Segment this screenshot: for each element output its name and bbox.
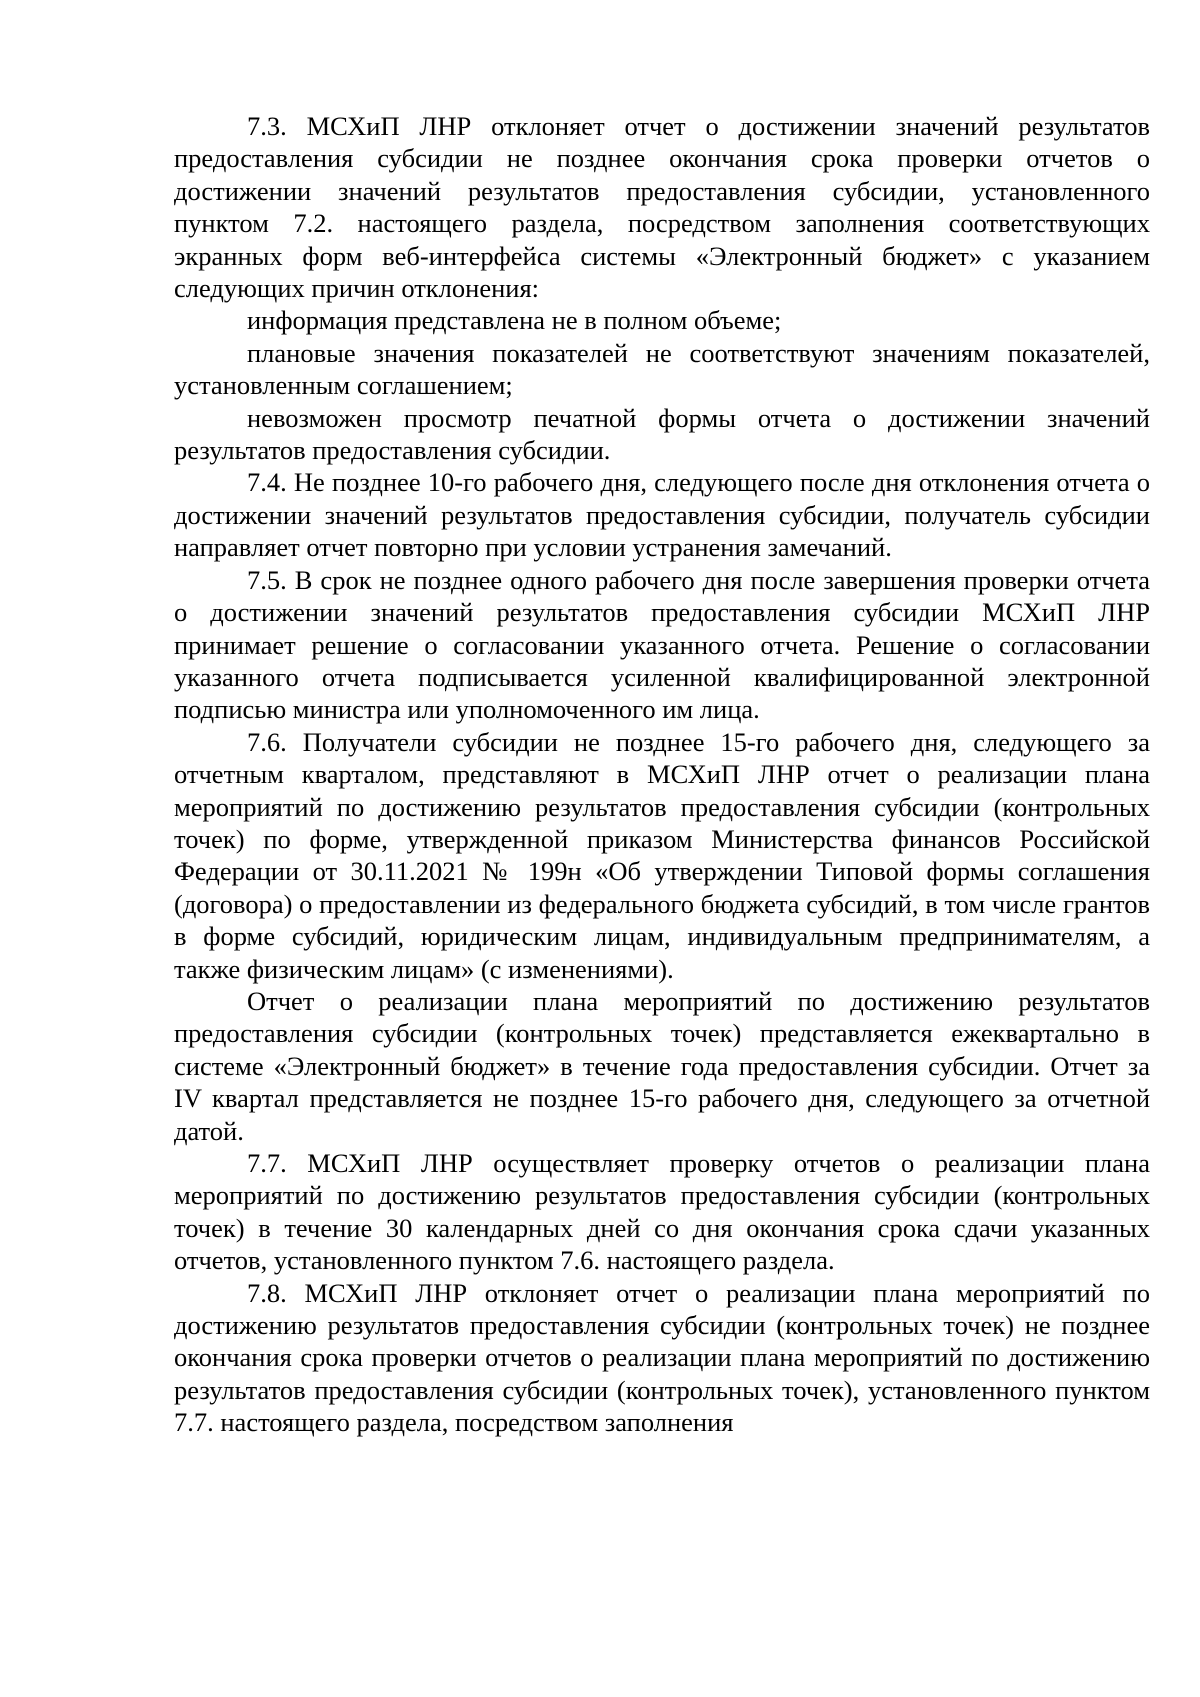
paragraph-reason-no-print-view: невозможен просмотр печатной формы отчета о достижении значений результатов предоставления субсидии. bbox=[174, 402, 1150, 466]
paragraph-reason-mismatch: плановые значения показателей не соответствуют значениям показателей, установленным соглашением; bbox=[174, 337, 1150, 401]
paragraph-quarterly-report: Отчет о реализации плана мероприятий по достижению результатов предоставления субсидии (контрольных точек) представляется ежеквартально в системе «Электронный бюджет» в течение года предоставления субсидии. Отчет за IV квартал представляется не позднее 15-го рабочего дня, следующего за отчетной датой. bbox=[174, 985, 1150, 1146]
paragraph-7-6: 7.6. Получатели субсидии не позднее 15-го рабочего дня, следующего за отчетным кварталом, представляют в МСХиП ЛНР отчет о реализации плана мероприятий по достижению результатов предоставления субсидии (контрольных точек) по форме, утвержденной приказом Министерства финансов Российской Федерации от 30.11.2021 № 199н «Об утверждении Типовой формы соглашения (договора) о предоставлении из федерального бюджета субсидий, в том числе грантов в форме субсидий, юридическим лицам, индивидуальным предпринимателям, а также физическим лицам» (с изменениями). bbox=[174, 726, 1150, 984]
paragraph-7-7: 7.7. МСХиП ЛНР осуществляет проверку отчетов о реализации плана мероприятий по достижению результатов предоставления субсидии (контрольных точек) в течение 30 календарных дней со дня окончания срока сдачи указанных отчетов, установленного пунктом 7.6. настоящего раздела. bbox=[174, 1148, 1150, 1276]
paragraph-7-3: 7.3. МСХиП ЛНР отклоняет отчет о достижении значений результатов предоставления субсидии не позднее окончания срока проверки отчетов о достижении значений результатов предоставления субсидии, установленного пунктом 7.2. настоящего раздела, посредством заполнения соответствующих экранных форм веб-интерфейса системы «Электронный бюджет» с указанием следующих причин отклонения: bbox=[174, 111, 1150, 304]
paragraph-7-5: 7.5. В срок не позднее одного рабочего дня после завершения проверки отчета о достижении значений результатов предоставления субсидии МСХиП ЛНР принимает решение о согласовании указанного отчета. Решение о согласовании указанного отчета подписывается усиленной квалифицированной электронной подписью министра или уполномоченного им лица. bbox=[174, 564, 1150, 725]
document-page bbox=[174, 110, 1150, 1439]
paragraph-reason-incomplete: информация представлена не в полном объеме; bbox=[247, 305, 782, 336]
paragraph-7-4: 7.4. Не позднее 10-го рабочего дня, следующего после дня отклонения отчета о достижении значений результатов предоставления субсидии, получатель субсидии направляет отчет повторно при условии устранения замечаний. bbox=[174, 467, 1150, 563]
paragraph-7-8: 7.8. МСХиП ЛНР отклоняет отчет о реализации плана мероприятий по достижению результатов предоставления субсидии (контрольных точек) не позднее окончания срока проверки отчетов о реализации плана мероприятий по достижению результатов предоставления субсидии (контрольных точек), установленного пунктом 7.7. настоящего раздела, посредством заполнения bbox=[174, 1277, 1150, 1438]
